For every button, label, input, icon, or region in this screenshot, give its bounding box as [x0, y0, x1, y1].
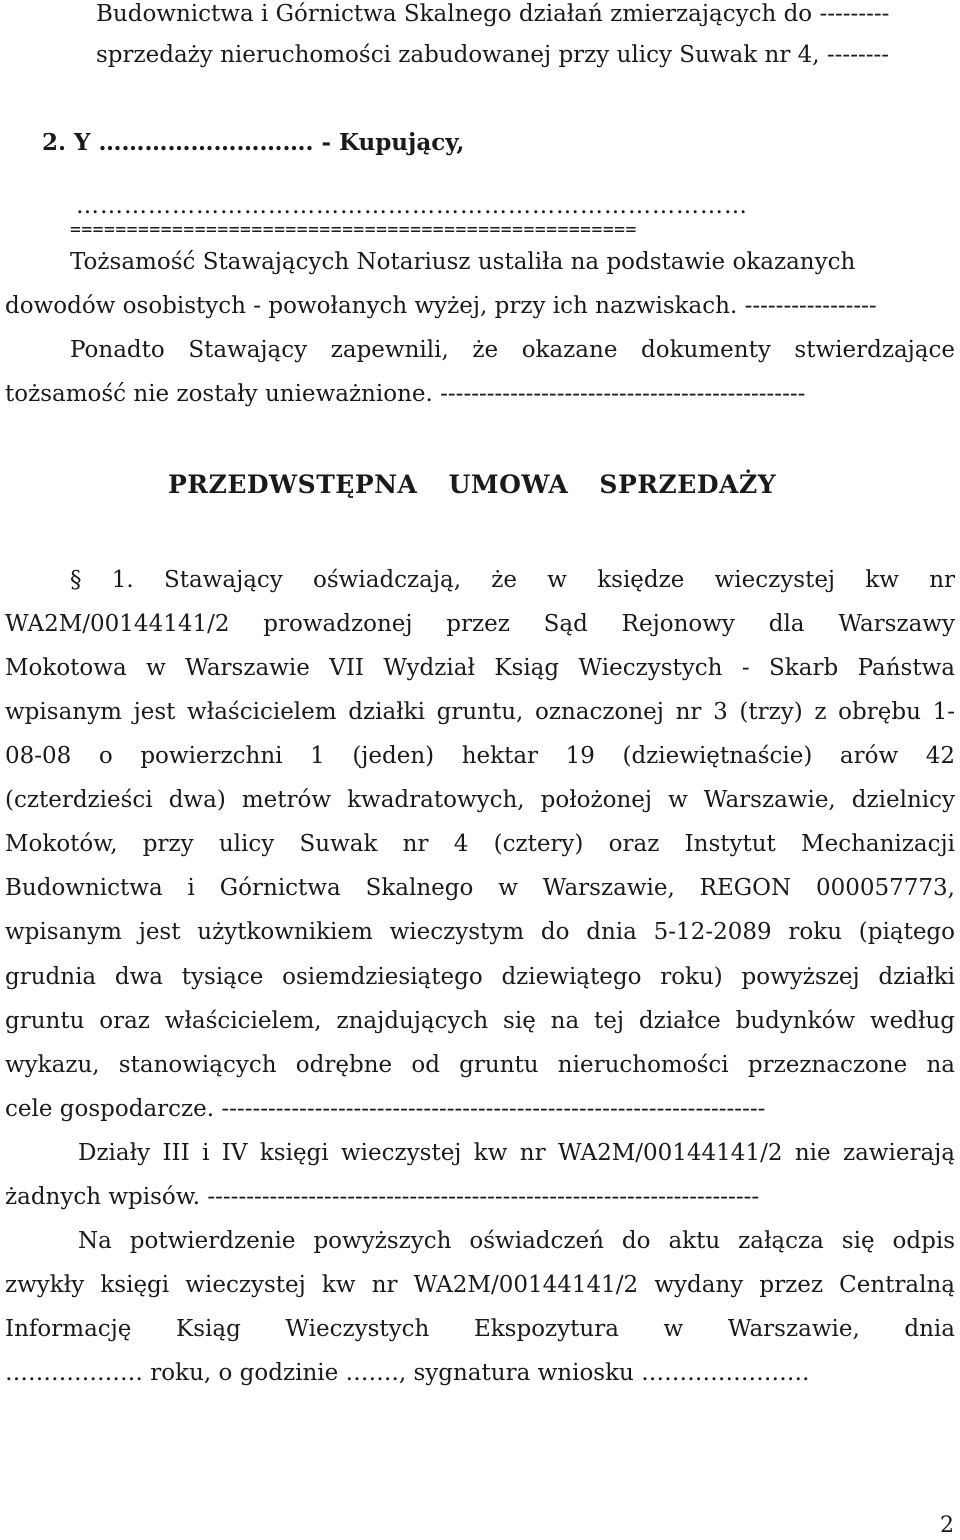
paragraph-line: gruntu oraz właścicielem, znajdujących się na tej działce budynków według: [5, 1008, 955, 1034]
paragraph-line: cele gospodarcze. ----------------------------------------------------------------------: [5, 1096, 766, 1122]
paragraph-line: wpisanym jest właścicielem działki gruntu, oznaczonej nr 3 (trzy) z obrębu 1-: [5, 699, 955, 725]
paragraph-line: WA2M/00144141/2 prowadzonej przez Sąd Rejonowy dla Warszawy: [5, 611, 955, 637]
paragraph-line: Budownictwa i Górnictwa Skalnego w Warszawie, REGON 000057773,: [5, 875, 955, 901]
text-line: sprzedaży nieruchomości zabudowanej przy ulicy Suwak nr 4, --------: [96, 42, 890, 68]
paragraph-line: Działy III i IV księgi wieczystej kw nr WA2M/00144141/2 nie zawierają: [78, 1140, 955, 1166]
paragraph-line: § 1. Stawający oświadczają, że w księdze wieczystej kw nr: [70, 567, 955, 593]
paragraph-line: Informację Ksiąg Wieczystych Ekspozytura w Warszawie, dnia: [5, 1316, 955, 1342]
text-line: tożsamość nie zostały unieważnione. -----------------------------------------------: [5, 381, 806, 407]
party-buyer: 2. Y ………………………. - Kupujący,: [42, 129, 465, 156]
text-line: dowodów osobistych - powołanych wyżej, przy ich nazwiskach. -----------------: [5, 293, 877, 319]
paragraph-line: Mokotów, przy ulicy Suwak nr 4 (cztery) oraz Instytut Mechanizacji: [5, 831, 955, 857]
party-line: [42, 129, 464, 157]
paragraph-line: 08-08 o powierzchni 1 (jeden) hektar 19 (dziewiętnaście) arów 42: [5, 743, 955, 769]
paragraph-line: zwykły księgi wieczystej kw nr WA2M/00144141/2 wydany przez Centralną: [5, 1272, 955, 1298]
separator-line: ==================================================: [70, 219, 637, 240]
paragraph-line: ……………… roku, o godzinie ……., sygnatura wniosku ………………….: [5, 1360, 810, 1386]
text-line: Ponadto Stawający zapewnili, że okazane dokumenty stwierdzające: [70, 337, 955, 363]
paragraph-line: wpisanym jest użytkownikiem wieczystym do dnia 5-12-2089 roku (piątego: [5, 919, 955, 945]
paragraph-line: (czterdzieści dwa) metrów kwadratowych, położonej w Warszawie, dzielnicy: [5, 787, 955, 813]
document-title: PRZEDWSTĘPNA UMOWA SPRZEDAŻY: [168, 470, 777, 499]
text-line: Tożsamość Stawających Notariusz ustaliła na podstawie okazanych: [70, 249, 856, 275]
paragraph-line: grudnia dwa tysiące osiemdziesiątego dziewiątego roku) powyższej działki: [5, 964, 955, 990]
page-number: 2: [940, 1513, 954, 1538]
paragraph-line: Na potwierdzenie powyższych oświadczeń do aktu załącza się odpis: [78, 1228, 955, 1254]
paragraph-line: wykazu, stanowiących odrębne od gruntu nieruchomości przeznaczone na: [5, 1052, 955, 1078]
paragraph-line: żadnych wpisów. -----------------------------------------------------------------------: [5, 1184, 760, 1210]
dotted-line: …………………………………………………………………………: [76, 193, 748, 219]
paragraph-line: Mokotowa w Warszawie VII Wydział Ksiąg Wieczystych - Skarb Państwa: [5, 655, 955, 681]
text-line: Budownictwa i Górnictwa Skalnego działań zmierzających do ---------: [96, 1, 890, 27]
